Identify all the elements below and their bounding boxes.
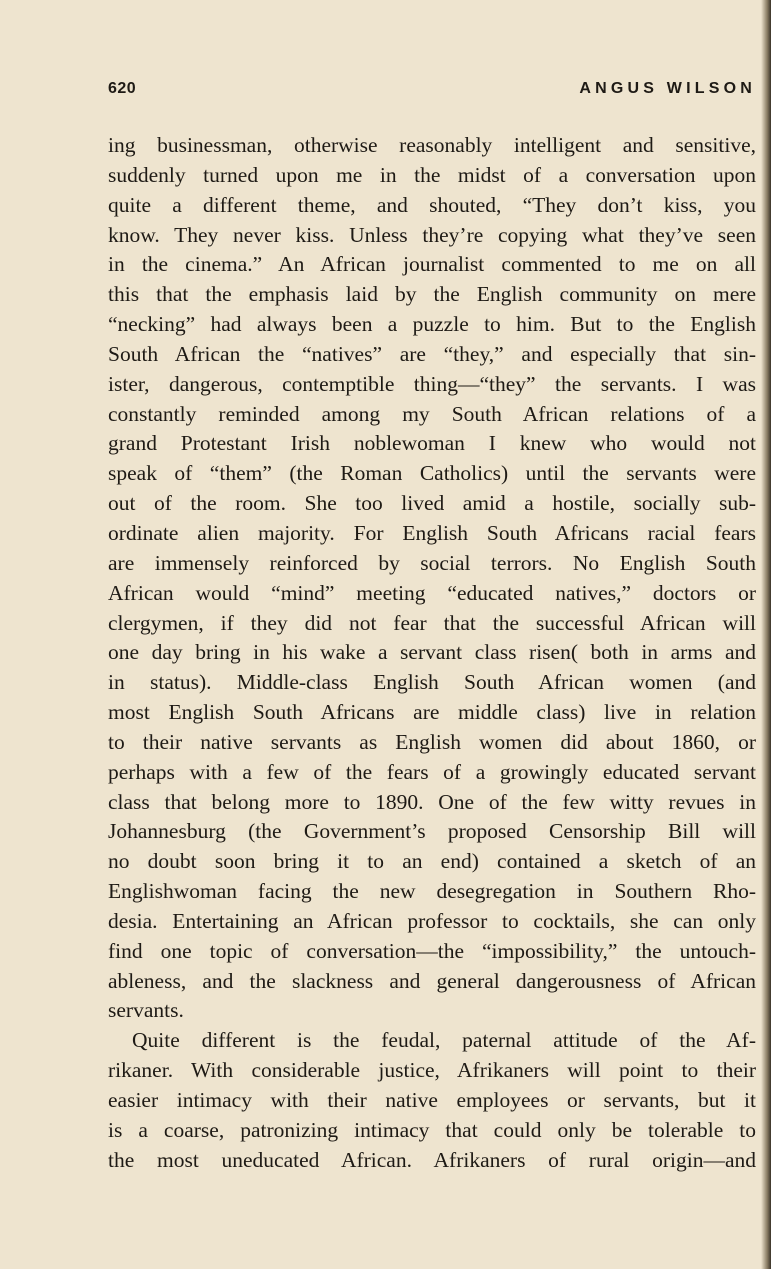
text-line: is a coarse, patronizing intimacy that could only be tolerable to: [108, 1117, 756, 1142]
text-line: Johannesburg (the Government’s proposed Censorship Bill will: [108, 819, 756, 844]
text-line: ing businessman, otherwise reasonably intelligent and sensitive,: [108, 133, 756, 157]
body-text: [108, 131, 756, 1176]
text-line: suddenly turned upon me in the midst of a conversation upon: [108, 162, 756, 187]
text-line: find one topic of conversation—the “impossibility,” the untouch-: [108, 938, 756, 963]
text-line: the most uneducated African. Afrikaners of rural origin—and: [108, 1147, 756, 1172]
text-line: this that the emphasis laid by the English community on mere: [108, 282, 756, 307]
text-line: clergymen, if they did not fear that the successful African will: [108, 610, 756, 635]
text-line: Englishwoman facing the new desegregation in Southern Rho-: [108, 879, 756, 904]
text-line: constantly reminded among my South African relations of a: [108, 401, 756, 426]
text-line: most English South Africans are middle class) live in relation: [108, 700, 756, 725]
page-edge-shadow: [761, 0, 771, 1269]
text-line: out of the room. She too lived amid a hostile, socially sub-: [108, 491, 756, 516]
text-line: in the cinema.” An African journalist commented to me on all: [108, 252, 756, 277]
text-line: to their native servants as English women did about 1860, or: [108, 729, 756, 754]
text-line: easier intimacy with their native employees or servants, but it: [108, 1088, 756, 1112]
text-line: Quite different is the feudal, paternal attitude of the Af-: [132, 1028, 756, 1053]
text-line: servants.: [108, 998, 184, 1023]
text-line: African would “mind” meeting “educated natives,” doctors or: [108, 580, 756, 605]
text-line: one day bring in his wake a servant class risen( both in arms and: [108, 640, 756, 665]
text-line: rikaner. With considerable justice, Afrikaners will point to their: [108, 1058, 756, 1083]
text-line: ister, dangerous, contemptible thing—“they” the servants. I was: [108, 371, 756, 396]
text-line: speak of “them” (the Roman Catholics) until the servants were: [108, 461, 756, 486]
text-line: are immensely reinforced by social terrors. No English South: [108, 550, 756, 575]
page-number: 620: [108, 80, 137, 97]
text-line: no doubt soon bring it to an end) contained a sketch of an: [108, 849, 756, 874]
text-line: class that belong more to 1890. One of the few witty revues in: [108, 789, 756, 814]
text-line: know. They never kiss. Unless they’re copying what they’ve seen: [108, 222, 756, 247]
page-header: [108, 80, 756, 104]
text-line: ableness, and the slackness and general dangerousness of African: [108, 968, 756, 993]
text-line: South African the “natives” are “they,” and especially that sin-: [108, 341, 756, 366]
text-line: perhaps with a few of the fears of a growingly educated servant: [108, 759, 756, 784]
running-head: ANGUS WILSON: [579, 80, 756, 97]
text-line: desia. Entertaining an African professor to cocktails, she can only: [108, 908, 756, 933]
text-line: quite a different theme, and shouted, “They don’t kiss, you: [108, 192, 756, 217]
text-line: ordinate alien majority. For English South Africans racial fears: [108, 520, 756, 545]
text-line: “necking” had always been a puzzle to him. But to the English: [108, 312, 756, 337]
text-line: in status). Middle-class English South African women (and: [108, 670, 756, 695]
text-line: grand Protestant Irish noblewoman I knew who would not: [108, 431, 756, 456]
